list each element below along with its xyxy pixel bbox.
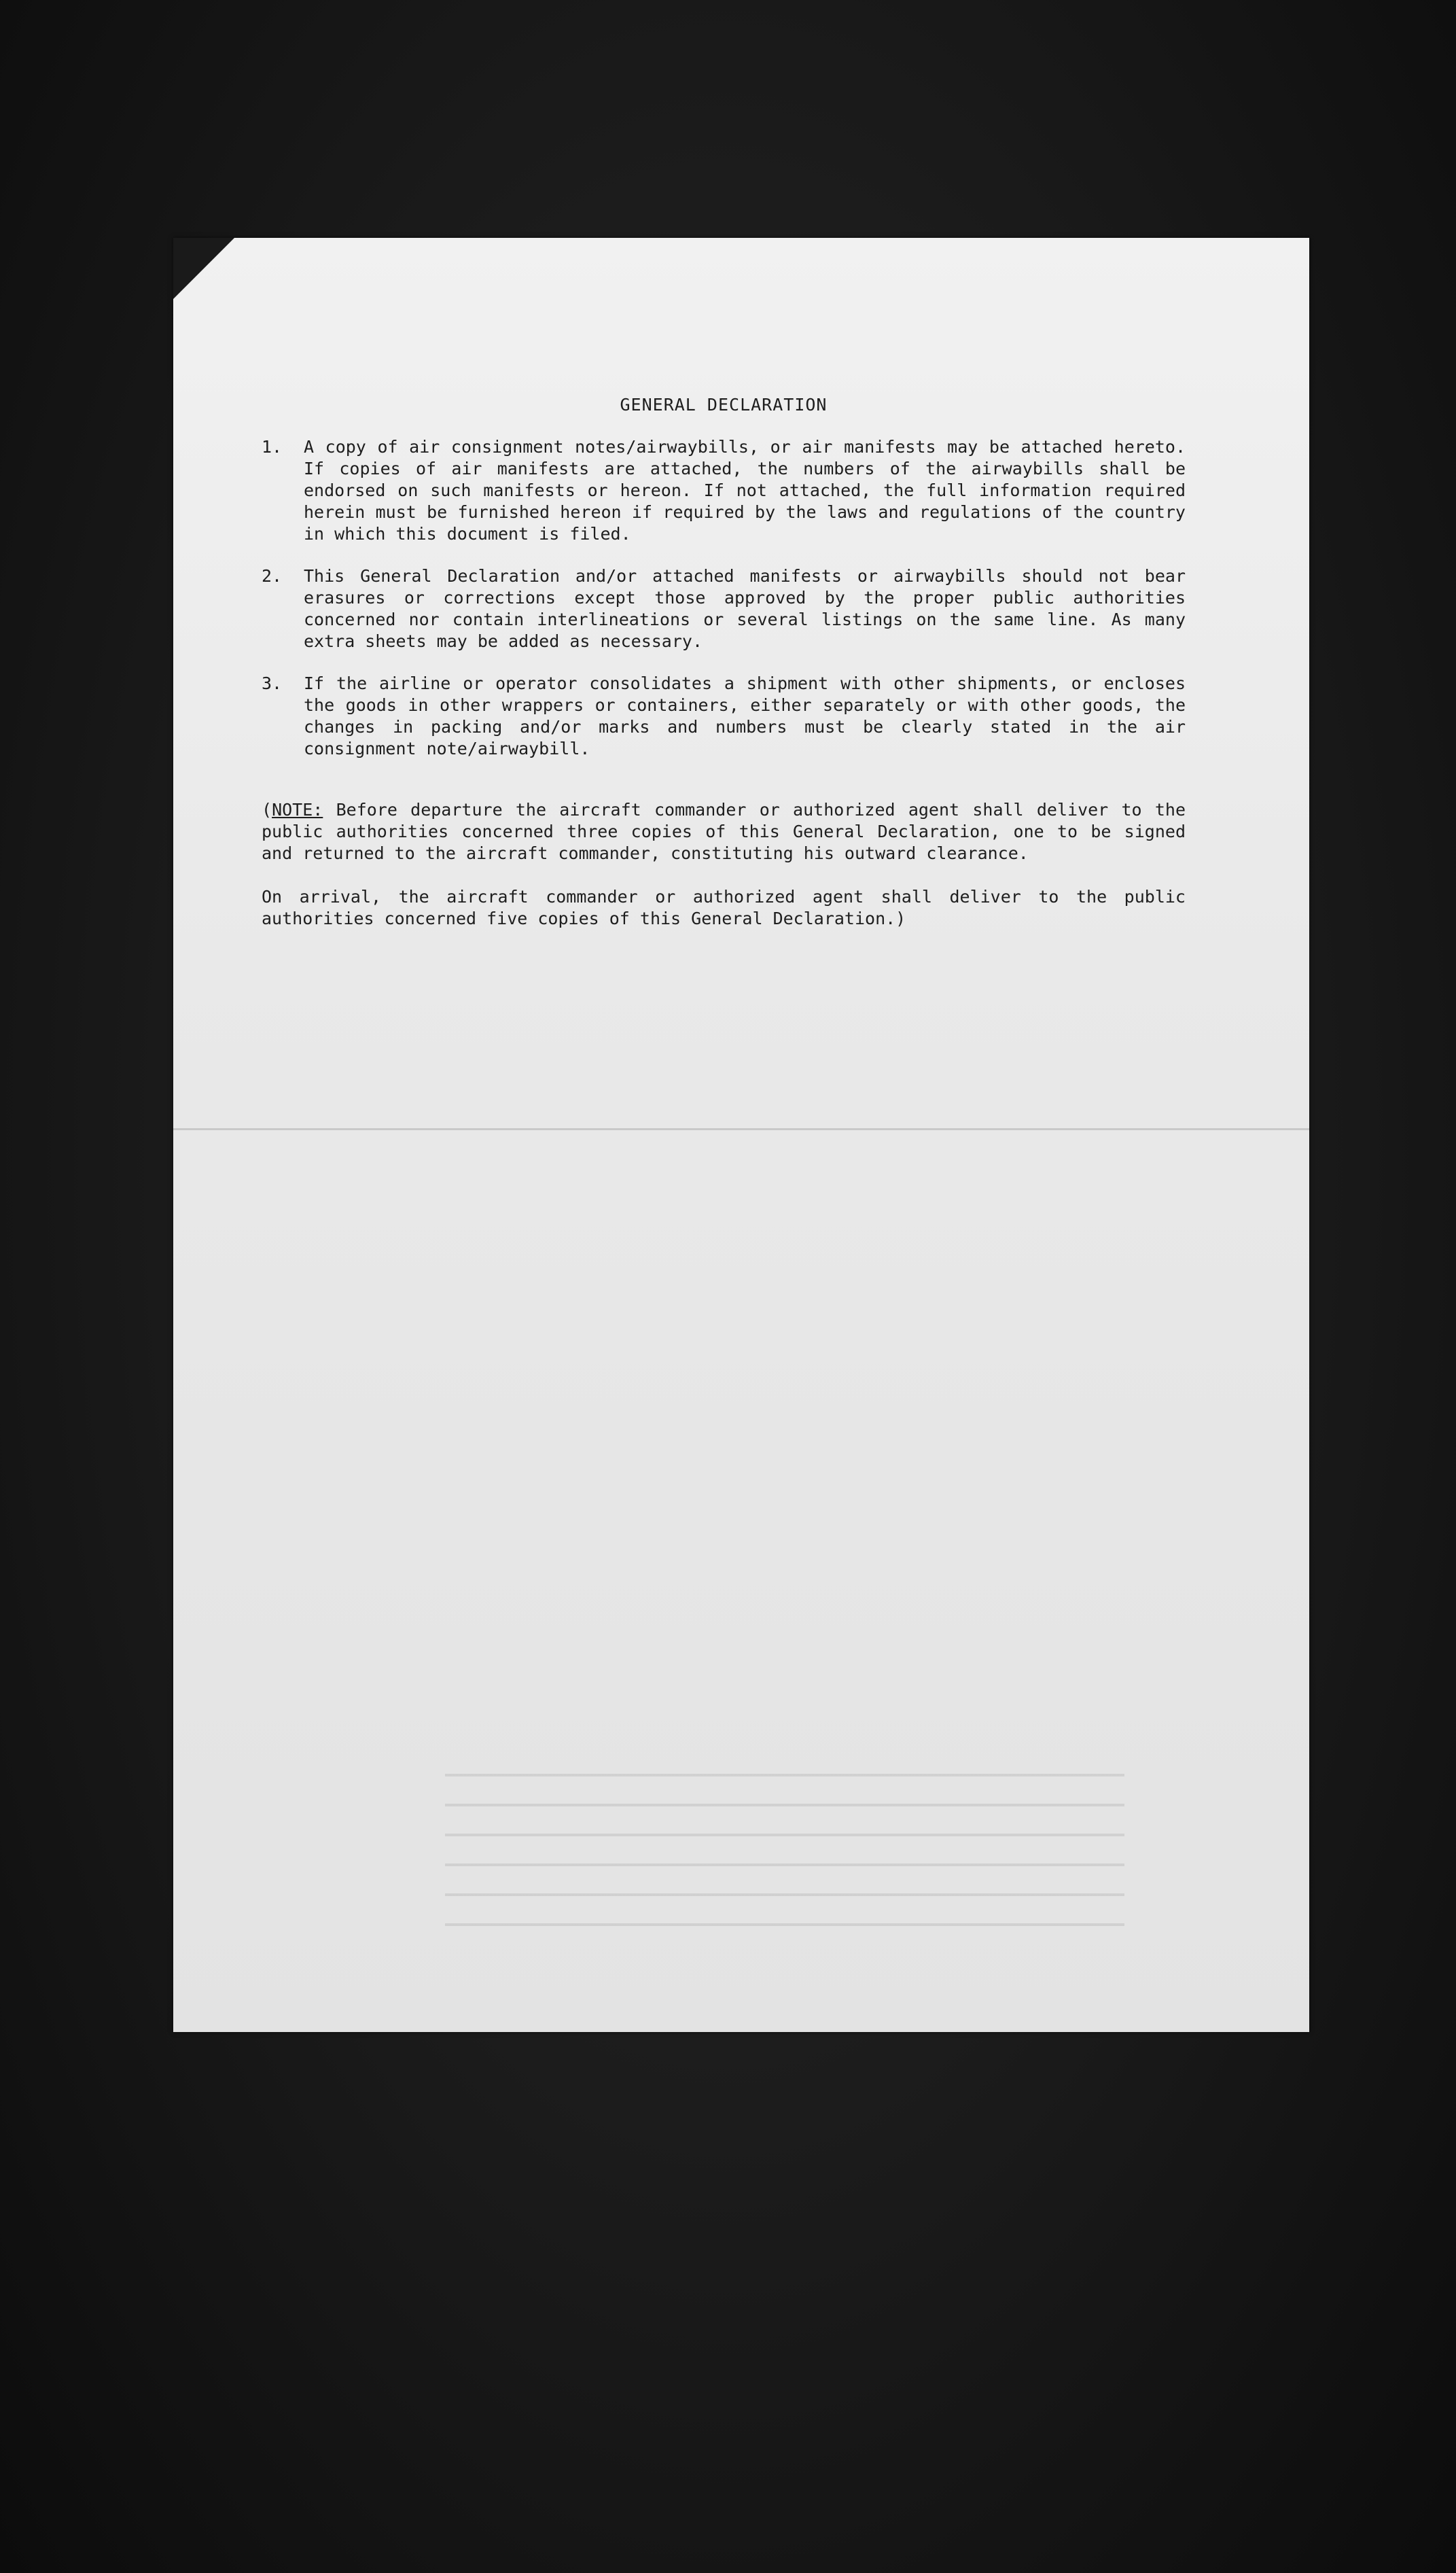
- item-text: If the airline or operator consolidates a shipment with other shipments, or encloses the goods in other wrappers or containers, either separately or with other goods, the changes in packing and/or marks and numbers must be clearly stated in the air consignment note/airwaybill.: [304, 673, 1186, 758]
- page-title: GENERAL DECLARATION: [620, 395, 828, 415]
- item-text: This General Declaration and/or attached manifests or airwaybills should not bear erasures or corrections except those approved by the proper public authorities concerned nor contain interlineations or several listings on the same line. As many extra sheets may be added as necessary.: [304, 566, 1186, 651]
- arrival-paragraph: On arrival, the aircraft commander or authorized agent shall deliver to the public authorities concerned five copies of this General Declaration.): [262, 887, 1186, 928]
- bleed-through-text: [445, 1747, 1124, 1950]
- page-fold-line: [173, 1128, 1309, 1130]
- folded-corner: [173, 238, 234, 299]
- declaration-body: [262, 394, 1186, 930]
- item-number: 2.: [262, 566, 283, 586]
- document-page: [173, 238, 1309, 2032]
- item-number: 3.: [262, 673, 283, 693]
- note-paragraph: (NOTE: Before departure the aircraft commander or authorized agent shall deliver to the public authorities concerned three copies of this General Declaration, one to be signed and returned to the aircraft commander, constituting his outward clearance.: [262, 800, 1186, 863]
- list-item: [262, 673, 1186, 760]
- item-number: 1.: [262, 437, 283, 457]
- list-item: [262, 565, 1186, 652]
- list-item: [262, 436, 1186, 545]
- note-text: Before departure the aircraft commander or authorized agent shall deliver to the public authorities concerned three copies of this General Declaration, one to be signed and returned to the aircraft commander, constituting his outward clearance.: [262, 800, 1186, 863]
- item-text: A copy of air consignment notes/airwaybills, or air manifests may be attached hereto. If copies of air manifests are attached, the numbers of the airwaybills shall be endorsed on such manifests or hereon. If not attached, the full information required herein must be furnished hereon if required by the laws and regulations of the country in which this document is filed.: [304, 437, 1186, 544]
- note-label: NOTE:: [272, 800, 323, 820]
